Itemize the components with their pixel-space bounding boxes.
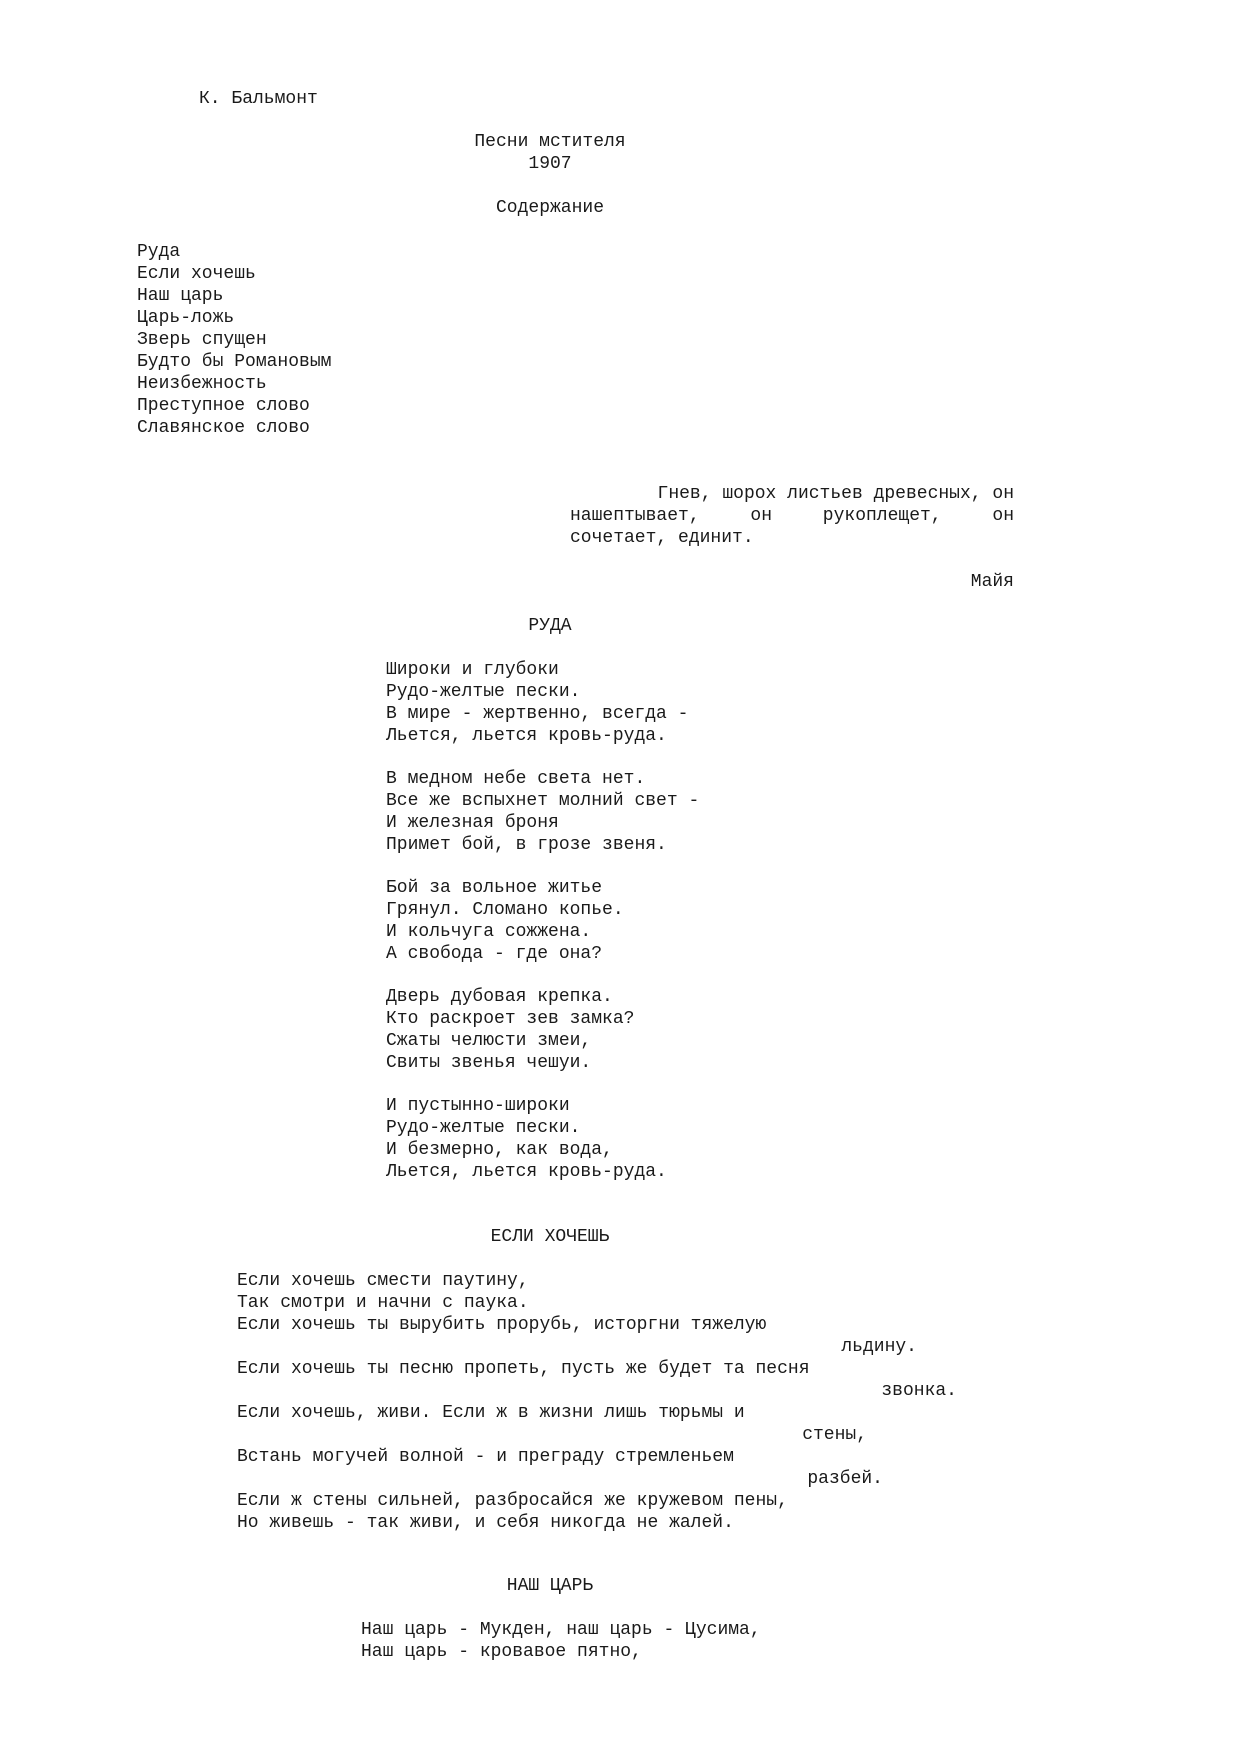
stanza: [386, 1095, 667, 1183]
verse-line: Если хочешь ты песню пропеть, пусть же будет та песня: [237, 1359, 810, 1379]
verse-line: Если хочешь смести паутину,: [237, 1271, 529, 1291]
epigraph-line: Гнев, шорох листьев древесных, он: [657, 484, 1014, 504]
toc-item: Неизбежность: [137, 374, 267, 394]
verse-line: Если ж стены сильней, разбросайся же кружевом пены,: [237, 1491, 788, 1511]
table-of-contents: [137, 241, 331, 439]
verse-line-wrap: разбей.: [807, 1469, 883, 1489]
verse-line: Но живешь - так живи, и себя никогда не жалей.: [237, 1513, 734, 1533]
verse-line: Широки и глубоки: [386, 660, 559, 680]
verse-line: Дверь дубовая крепка.: [386, 987, 613, 1007]
book-year: 1907: [528, 154, 572, 174]
verse-line: Наш царь - кровавое пятно,: [361, 1642, 642, 1662]
epigraph-line: сочетает, единит.: [570, 528, 754, 548]
toc-item: Если хочешь: [137, 264, 256, 284]
verse-line: Наш царь - Мукден, наш царь - Цусима,: [361, 1620, 761, 1640]
verse-line: Рудо-желтые пески.: [386, 1118, 581, 1138]
verse-line: Сжаты челюсти змеи,: [386, 1031, 592, 1051]
verse-line: В медном небе света нет.: [386, 769, 646, 789]
verse-line: Все же вспыхнет молний свет -: [386, 791, 700, 811]
epigraph-line: нашептывает, он рукоплещет, он: [570, 506, 1014, 526]
author: К. Бальмонт: [199, 89, 318, 109]
verse-line: И пустынно-широки: [386, 1096, 570, 1116]
poem-body: [237, 1270, 957, 1534]
verse-line: Так смотри и начни с паука.: [237, 1293, 529, 1313]
verse-line: И кольчуга сожжена.: [386, 922, 592, 942]
toc-item: Зверь спущен: [137, 330, 267, 350]
verse-line: Льется, льется кровь-руда.: [386, 1162, 667, 1182]
epigraph-source: Майя: [970, 572, 1014, 592]
verse-line: А свобода - где она?: [386, 944, 603, 964]
verse-line: Рудо-желтые пески.: [386, 682, 581, 702]
poem-title-esli-hochesh: ЕСЛИ ХОЧЕШЬ: [490, 1227, 610, 1247]
toc-item: Славянское слово: [137, 418, 310, 438]
verse-line: Льется, льется кровь-руда.: [386, 726, 667, 746]
book-title: Песни мстителя: [474, 132, 626, 152]
verse-line: Если хочешь, живи. Если ж в жизни лишь тюрьмы и: [237, 1403, 745, 1423]
verse-line-wrap: звонка.: [881, 1381, 957, 1401]
verse-line: И железная броня: [386, 813, 559, 833]
stanza: [386, 768, 699, 856]
verse-line: Кто раскроет зев замка?: [386, 1009, 635, 1029]
epigraph: [570, 483, 1014, 549]
verse-line: Бой за вольное житье: [386, 878, 603, 898]
stanza: [386, 986, 634, 1074]
poem-title-nash-tsar: НАШ ЦАРЬ: [506, 1576, 594, 1596]
verse-line: В мире - жертвенно, всегда -: [386, 704, 689, 724]
verse-line-wrap: стены,: [802, 1425, 867, 1445]
verse-line: Если хочешь ты вырубить прорубь, исторгни тяжелую: [237, 1315, 767, 1335]
verse-line: Встань могучей волной - и преграду стремленьем: [237, 1447, 734, 1467]
verse-line-wrap: льдину.: [841, 1337, 917, 1357]
toc-heading: Содержание: [495, 198, 605, 218]
stanza: [386, 877, 624, 965]
toc-item: Будто бы Романовым: [137, 352, 332, 372]
poem-title-ruda: РУДА: [528, 616, 572, 636]
toc-item: Руда: [137, 242, 181, 262]
toc-item: Царь-ложь: [137, 308, 235, 328]
toc-item: Наш царь: [137, 286, 224, 306]
stanza: [361, 1619, 761, 1663]
verse-line: Примет бой, в грозе звеня.: [386, 835, 667, 855]
verse-line: Грянул. Сломано копье.: [386, 900, 624, 920]
verse-line: И безмерно, как вода,: [386, 1140, 613, 1160]
verse-line: Свиты звенья чешуи.: [386, 1053, 592, 1073]
toc-item: Преступное слово: [137, 396, 310, 416]
stanza: [386, 659, 688, 747]
